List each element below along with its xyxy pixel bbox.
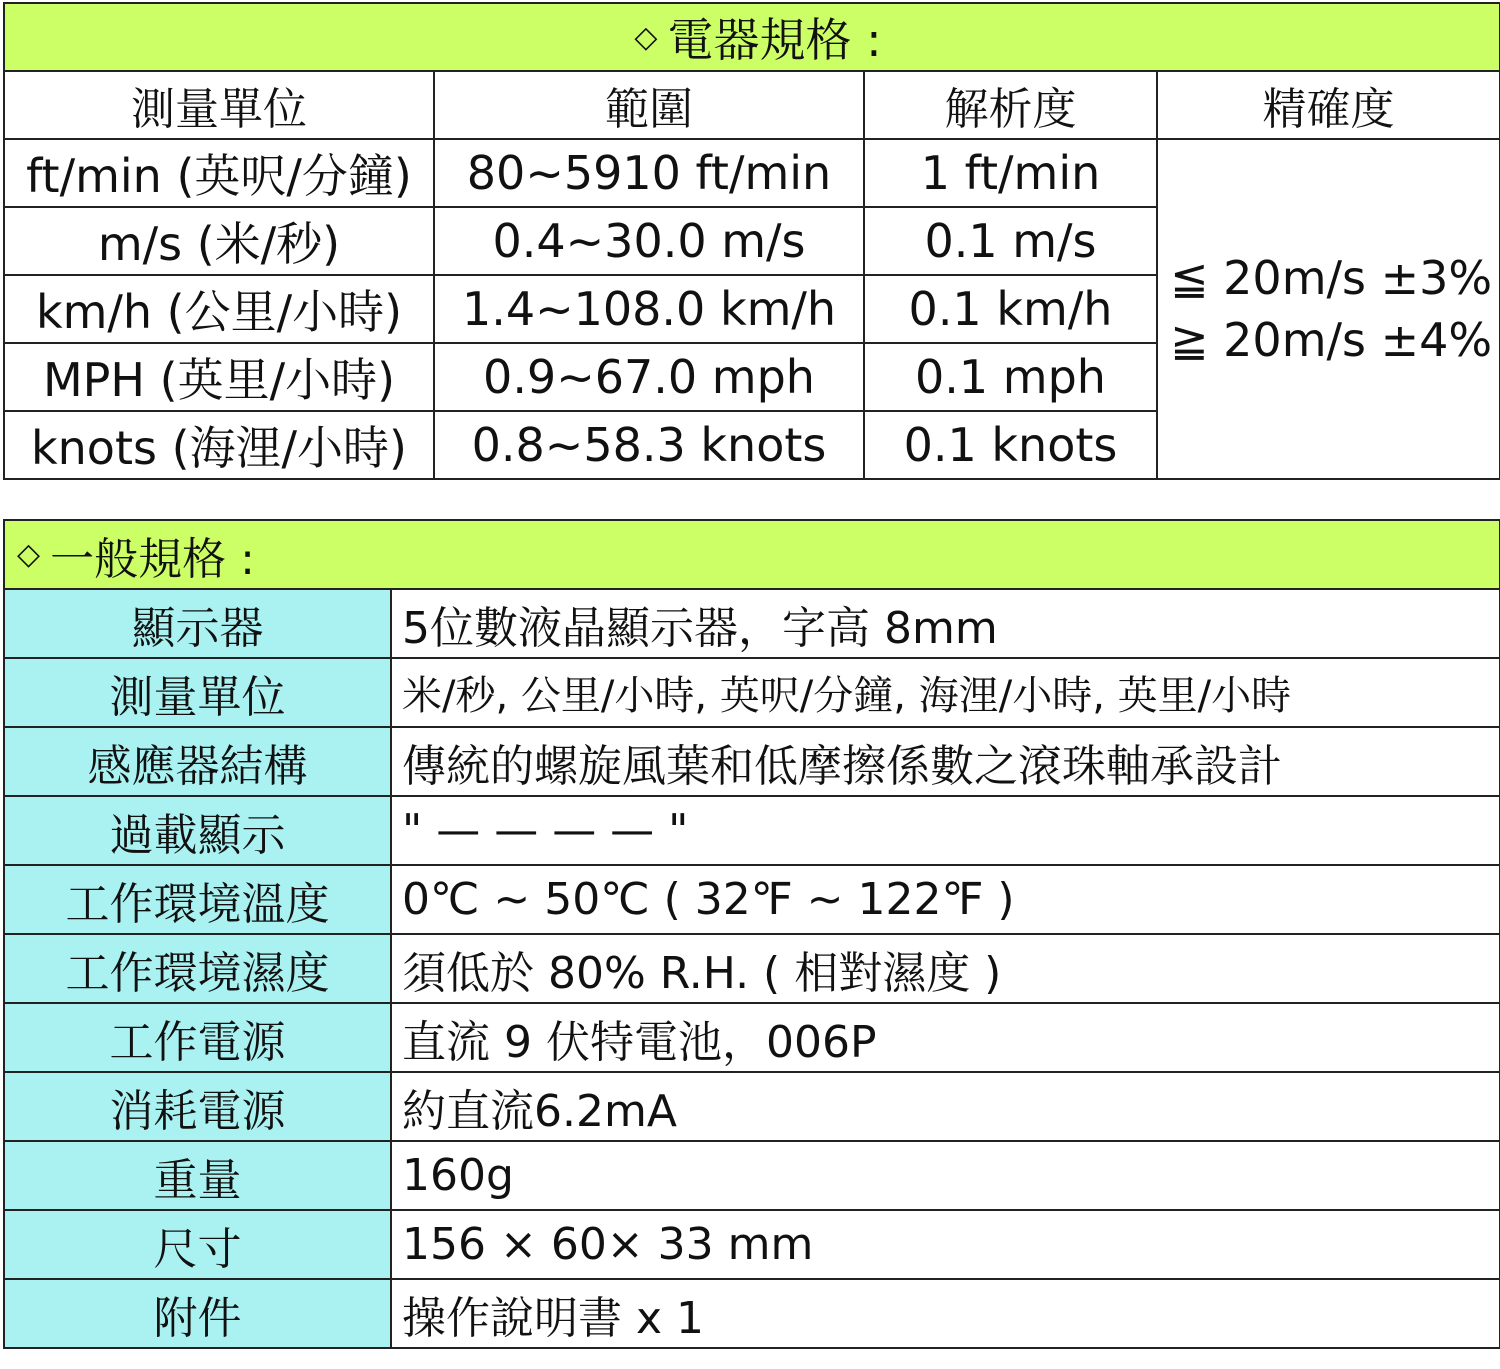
general-spec-table bbox=[3, 519, 1500, 1349]
row-label: 感應器結構 bbox=[4, 727, 391, 796]
table-row bbox=[4, 1279, 1500, 1348]
table-row bbox=[4, 1210, 1500, 1279]
table-row bbox=[4, 139, 1500, 207]
column-header-resolution: 解析度 bbox=[864, 71, 1157, 139]
resolution-cell: 1 ft/min bbox=[864, 139, 1157, 207]
resolution-cell: 0.1 mph bbox=[864, 343, 1157, 411]
row-value: 傳統的螺旋風葉和低摩擦係數之滾珠軸承設計 bbox=[391, 727, 1500, 796]
row-label: 工作環境溫度 bbox=[4, 865, 391, 934]
row-label: 附件 bbox=[4, 1279, 391, 1348]
column-header-unit: 測量單位 bbox=[4, 71, 434, 139]
range-cell: 1.4~108.0 km/h bbox=[434, 275, 864, 343]
unit-cell: MPH (英里/小時) bbox=[4, 343, 434, 411]
range-cell: 0.8~58.3 knots bbox=[434, 411, 864, 479]
row-value: 約直流6.2mA bbox=[391, 1072, 1500, 1141]
range-cell: 0.9~67.0 mph bbox=[434, 343, 864, 411]
unit-cell: km/h (公里/小時) bbox=[4, 275, 434, 343]
accuracy-cell bbox=[1157, 139, 1500, 479]
table-row bbox=[4, 796, 1500, 865]
row-label: 尺寸 bbox=[4, 1210, 391, 1279]
table-row bbox=[4, 589, 1500, 658]
column-header-accuracy: 精確度 bbox=[1157, 71, 1500, 139]
table-row bbox=[4, 1141, 1500, 1210]
diamond-outline-icon: ◇ bbox=[634, 19, 658, 55]
row-label: 測量單位 bbox=[4, 658, 391, 727]
electrical-section-title: 電器規格 : bbox=[667, 13, 882, 67]
electrical-column-header-row bbox=[4, 71, 1500, 139]
unit-cell: knots (海浬/小時) bbox=[4, 411, 434, 479]
resolution-cell: 0.1 km/h bbox=[864, 275, 1157, 343]
column-header-range: 範圍 bbox=[434, 71, 864, 139]
row-value: 5位數液晶顯示器，字高 8mm bbox=[391, 589, 1500, 658]
row-value: 0℃ ~ 50℃ ( 32℉ ~ 122℉ ) bbox=[391, 865, 1500, 934]
electrical-spec-table bbox=[3, 2, 1500, 480]
row-value: 米/秒, 公里/小時, 英呎/分鐘, 海浬/小時, 英里/小時 bbox=[391, 658, 1500, 727]
general-section-header bbox=[4, 520, 1500, 589]
unit-cell: m/s (米/秒) bbox=[4, 207, 434, 275]
row-label: 工作電源 bbox=[4, 1003, 391, 1072]
range-cell: 80~5910 ft/min bbox=[434, 139, 864, 207]
table-row bbox=[4, 658, 1500, 727]
diamond-outline-icon: ◇ bbox=[17, 537, 41, 572]
row-value: 須低於 80% R.H. ( 相對濕度 ) bbox=[391, 934, 1500, 1003]
table-row bbox=[4, 727, 1500, 796]
electrical-section-header bbox=[4, 3, 1500, 71]
accuracy-line-2: ≧ 20m/s ±4% bbox=[1170, 313, 1493, 367]
row-label: 過載顯示 bbox=[4, 796, 391, 865]
general-section-title: 一般規格 : bbox=[50, 533, 255, 585]
row-value: 156 × 60× 33 mm bbox=[391, 1210, 1500, 1279]
row-label: 工作環境濕度 bbox=[4, 934, 391, 1003]
table-row bbox=[4, 1003, 1500, 1072]
row-label: 重量 bbox=[4, 1141, 391, 1210]
row-value: 160g bbox=[391, 1141, 1500, 1210]
row-value: " — — — — " bbox=[391, 796, 1500, 865]
unit-cell: ft/min (英呎/分鐘) bbox=[4, 139, 434, 207]
resolution-cell: 0.1 knots bbox=[864, 411, 1157, 479]
table-row bbox=[4, 865, 1500, 934]
table-row bbox=[4, 934, 1500, 1003]
row-value: 直流 9 伏特電池，006P bbox=[391, 1003, 1500, 1072]
accuracy-line-1: ≦ 20m/s ±3% bbox=[1170, 251, 1493, 305]
row-label: 消耗電源 bbox=[4, 1072, 391, 1141]
row-label: 顯示器 bbox=[4, 589, 391, 658]
range-cell: 0.4~30.0 m/s bbox=[434, 207, 864, 275]
row-value: 操作說明書 x 1 bbox=[391, 1279, 1500, 1348]
resolution-cell: 0.1 m/s bbox=[864, 207, 1157, 275]
table-row bbox=[4, 1072, 1500, 1141]
